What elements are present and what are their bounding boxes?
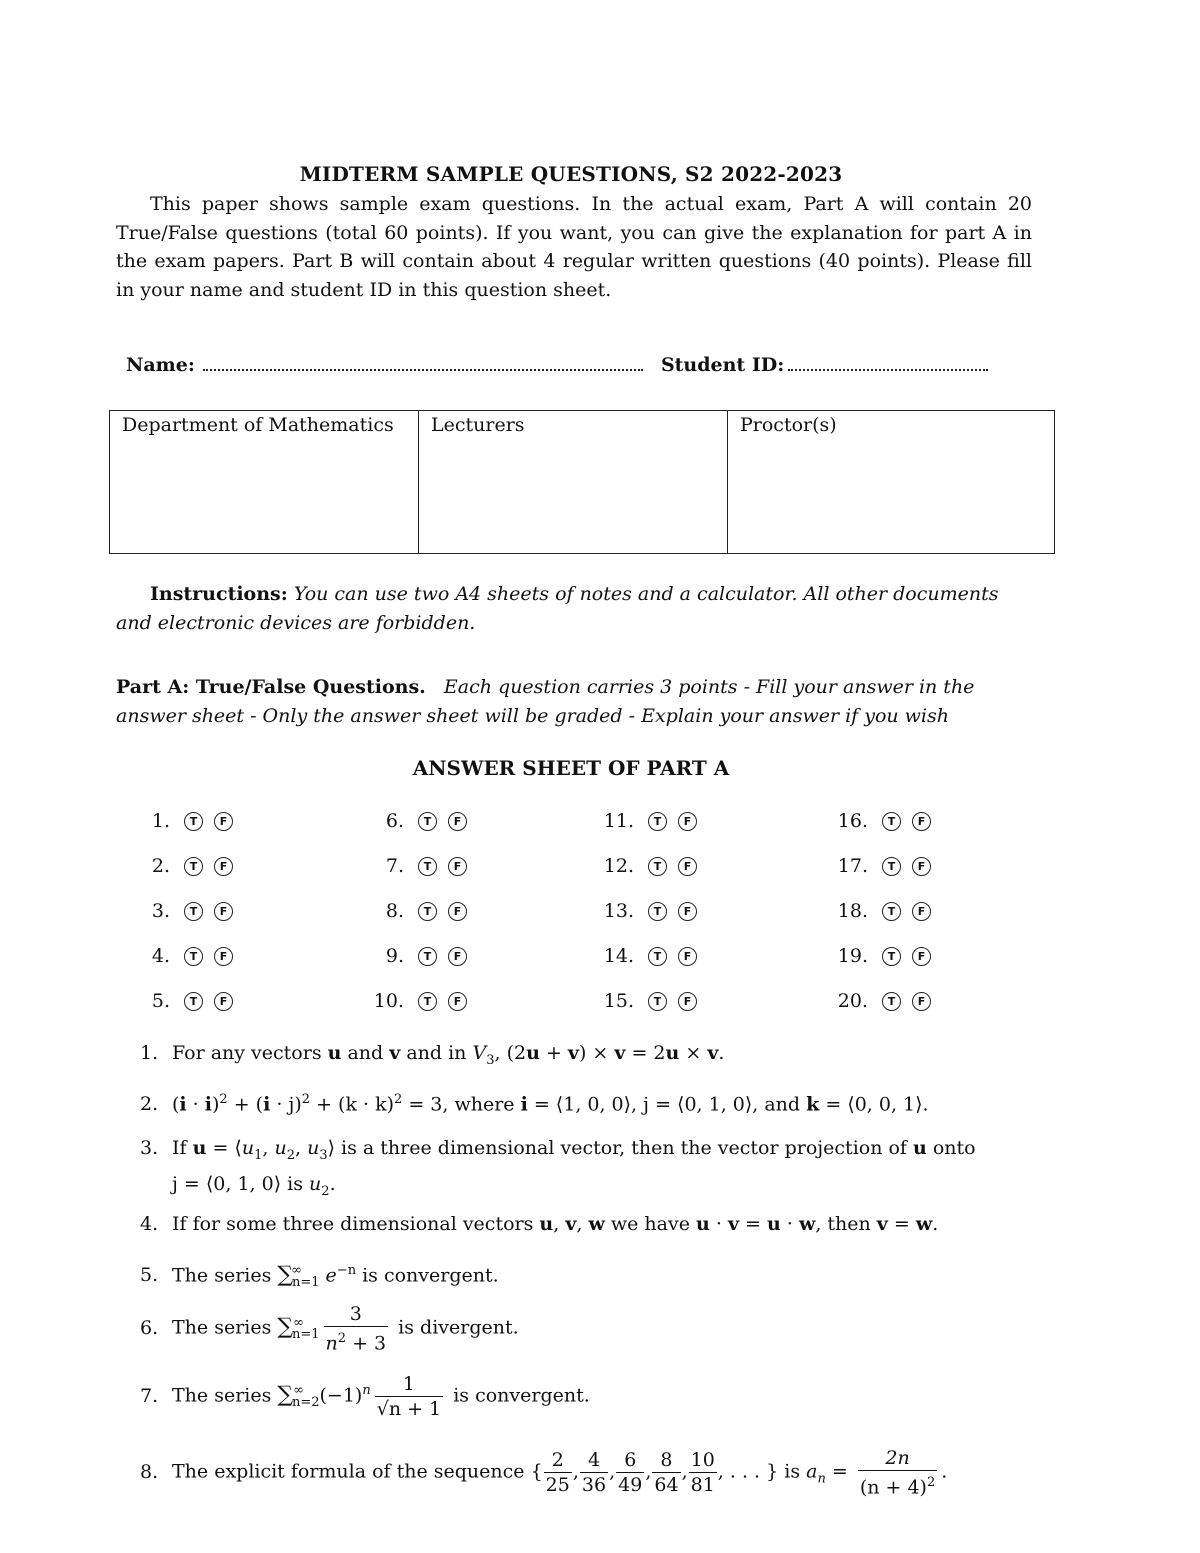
fraction bbox=[616, 1448, 644, 1497]
q-text: ) bbox=[211, 1093, 220, 1116]
q-text: ∞ bbox=[293, 1315, 304, 1331]
true-option-icon[interactable]: T bbox=[648, 812, 667, 831]
q-text: a bbox=[806, 1460, 818, 1483]
q-text: u bbox=[241, 1137, 255, 1159]
answer-row bbox=[130, 851, 244, 881]
q-text: . bbox=[718, 1042, 725, 1064]
answer-number: 9. bbox=[385, 945, 404, 967]
false-option-icon[interactable]: F bbox=[214, 902, 233, 921]
fraction-denominator: 64 bbox=[654, 1474, 679, 1497]
false-option-icon[interactable]: F bbox=[912, 857, 931, 876]
part-a-text: Each question carries 3 points - Fill your answer in the answer sheet - Only the answer sheet will be graded - Explain your answer if you wish bbox=[116, 676, 975, 727]
q-text: = 2 bbox=[625, 1042, 666, 1064]
fraction bbox=[689, 1448, 717, 1497]
q-text: = ⟨0, 0, 1⟩. bbox=[819, 1093, 929, 1116]
answer-number: 3. bbox=[151, 900, 170, 922]
sum-symbol: ∑ bbox=[277, 1314, 294, 1340]
answer-number: 18. bbox=[837, 900, 868, 922]
true-option-icon[interactable]: T bbox=[184, 947, 203, 966]
q-text: we have bbox=[604, 1213, 696, 1235]
q-text: n bbox=[817, 1471, 826, 1487]
answer-number: 2. bbox=[151, 855, 170, 877]
answer-number: 12. bbox=[603, 855, 634, 877]
true-option-icon[interactable]: T bbox=[418, 992, 437, 1011]
q-text: u bbox=[192, 1137, 207, 1159]
q-text: = bbox=[825, 1460, 854, 1483]
answer-row bbox=[594, 851, 708, 881]
q-text: , then bbox=[815, 1213, 877, 1235]
answer-number: 6. bbox=[385, 810, 404, 832]
lecturers-cell: Lecturers bbox=[419, 411, 728, 554]
q-text: and bbox=[341, 1042, 390, 1064]
false-option-icon[interactable]: F bbox=[912, 992, 931, 1011]
question-6 bbox=[140, 1302, 1040, 1355]
q-text: v bbox=[565, 1213, 577, 1235]
q-text: ) × bbox=[578, 1042, 615, 1064]
q-text: n=1 bbox=[291, 1327, 320, 1343]
answer-number: 16. bbox=[837, 810, 868, 832]
q-text: (−1) bbox=[319, 1384, 363, 1407]
fraction bbox=[652, 1448, 680, 1497]
fraction-denominator bbox=[858, 1470, 937, 1499]
fraction-numerator: 3 bbox=[349, 1303, 362, 1325]
answer-row bbox=[130, 806, 244, 836]
answer-number: 13. bbox=[603, 900, 634, 922]
q-text: = 3, where bbox=[402, 1093, 521, 1116]
answer-number: 11. bbox=[603, 810, 634, 832]
q-text: and in bbox=[400, 1042, 473, 1064]
answer-number: 15. bbox=[603, 990, 634, 1012]
fraction-numerator: 2 bbox=[551, 1449, 564, 1472]
true-option-icon[interactable]: T bbox=[184, 902, 203, 921]
q-text: n=2 bbox=[291, 1395, 320, 1411]
false-option-icon[interactable]: F bbox=[678, 947, 697, 966]
true-option-icon[interactable]: T bbox=[418, 857, 437, 876]
question-number: 3. bbox=[140, 1137, 159, 1159]
false-option-icon[interactable]: F bbox=[214, 947, 233, 966]
q-text: 2 bbox=[321, 1184, 330, 1200]
q-text: 2 bbox=[337, 1331, 347, 1346]
q-text: If bbox=[172, 1137, 193, 1159]
question-3-line-2 bbox=[140, 1170, 1040, 1206]
answer-row bbox=[364, 986, 478, 1016]
dept-cell: Department of Mathematics bbox=[110, 411, 419, 554]
q-text: = ⟨ bbox=[206, 1137, 242, 1159]
q-text: e bbox=[319, 1264, 337, 1287]
part-a-header bbox=[116, 673, 1036, 730]
instructions-label: Instructions: bbox=[150, 583, 288, 605]
fraction-denominator: √n + 1 bbox=[376, 1398, 442, 1420]
q-text: is convergent. bbox=[356, 1264, 499, 1287]
q-text: · j) bbox=[270, 1093, 302, 1116]
false-option-icon[interactable]: F bbox=[448, 857, 467, 876]
true-option-icon[interactable]: T bbox=[648, 947, 667, 966]
q-text: The series bbox=[172, 1384, 278, 1407]
q-text: ( bbox=[172, 1093, 180, 1116]
q-text: v bbox=[707, 1042, 719, 1064]
answer-row bbox=[828, 986, 942, 1016]
q-text: + ( bbox=[227, 1093, 264, 1116]
question-8: 8. The explicit formula of the sequence { $\frac{2}{25}$ , $\frac{4}{36}$ , $\frac{6}{49}$ , $\frac{8}{64}$ , $\frac{10}{81}$ , . . . } is $a_n$ = $\frac{2n}{(n + 4)^2}$ . bbox=[140, 1447, 948, 1499]
fraction-numerator: 4 bbox=[587, 1449, 601, 1472]
q-text: n bbox=[362, 1383, 371, 1399]
fraction-denominator: 36 bbox=[581, 1474, 607, 1497]
fraction-numerator: 1 bbox=[402, 1373, 415, 1395]
answer-row bbox=[130, 941, 244, 971]
question-2 bbox=[140, 1086, 1040, 1119]
true-option-icon[interactable]: T bbox=[184, 992, 203, 1011]
page-title: MIDTERM SAMPLE QUESTIONS, S2 2022-2023 bbox=[299, 162, 843, 186]
proctors-cell: Proctor(s) bbox=[728, 411, 1055, 554]
false-option-icon[interactable]: F bbox=[912, 947, 931, 966]
q-text: · bbox=[709, 1213, 728, 1235]
q-text: If for some three dimensional vectors bbox=[172, 1213, 540, 1235]
q-text: u bbox=[274, 1137, 287, 1159]
answer-row bbox=[364, 896, 478, 926]
false-option-icon[interactable]: F bbox=[448, 902, 467, 921]
name-field[interactable] bbox=[203, 355, 643, 371]
q-text: + (k · k) bbox=[310, 1093, 395, 1116]
answer-number: 5. bbox=[151, 990, 170, 1012]
fraction-denominator: 49 bbox=[618, 1474, 643, 1497]
q-text: u bbox=[913, 1137, 927, 1159]
answer-row bbox=[364, 851, 478, 881]
q-text: u bbox=[665, 1042, 680, 1064]
question-number: 7. bbox=[140, 1384, 159, 1407]
answer-number: 14. bbox=[603, 945, 634, 967]
false-option-icon[interactable]: F bbox=[214, 812, 233, 831]
fraction-denominator: 81 bbox=[690, 1474, 715, 1497]
true-option-icon[interactable]: T bbox=[184, 812, 203, 831]
intro-paragraph bbox=[116, 190, 1032, 304]
question-4 bbox=[140, 1210, 1040, 1239]
true-option-icon[interactable]: T bbox=[882, 992, 901, 1011]
q-text: 2 bbox=[301, 1092, 311, 1107]
false-option-icon[interactable]: F bbox=[448, 947, 467, 966]
q-text: i bbox=[520, 1093, 528, 1116]
question-3 bbox=[140, 1134, 1040, 1207]
q-text: 2 bbox=[219, 1092, 228, 1107]
q-text: u bbox=[539, 1213, 554, 1235]
answer-row bbox=[364, 941, 478, 971]
answer-row bbox=[594, 806, 708, 836]
q-text: n=1 bbox=[291, 1275, 320, 1291]
false-option-icon[interactable]: F bbox=[912, 812, 931, 831]
q-text: i bbox=[179, 1093, 187, 1116]
q-text: u bbox=[327, 1042, 342, 1064]
fraction bbox=[580, 1448, 608, 1497]
q-text: · bbox=[780, 1213, 799, 1235]
answer-number: 1. bbox=[151, 810, 170, 832]
fraction-numerator: 10 bbox=[690, 1449, 715, 1472]
student-id-label: Student ID: bbox=[660, 354, 785, 376]
true-option-icon[interactable]: T bbox=[882, 812, 901, 831]
answer-row bbox=[594, 896, 708, 926]
fraction-numerator: 6 bbox=[624, 1449, 637, 1472]
q-text: −n bbox=[336, 1263, 357, 1278]
fraction bbox=[858, 1446, 937, 1499]
fraction-numerator: 2n bbox=[885, 1447, 910, 1469]
answer-row bbox=[828, 941, 942, 971]
name-label: Name: bbox=[126, 354, 195, 376]
q-text: ⟩ is a three dimensional vector, then the vector projection of bbox=[327, 1137, 913, 1159]
true-option-icon[interactable]: T bbox=[882, 902, 901, 921]
question-number: 8. bbox=[140, 1460, 159, 1483]
q-text: . bbox=[932, 1213, 939, 1235]
true-option-icon[interactable]: T bbox=[648, 992, 667, 1011]
instructions bbox=[116, 580, 1032, 637]
q-text: = bbox=[739, 1213, 767, 1235]
question-1 bbox=[140, 1039, 1040, 1075]
q-text: is divergent. bbox=[392, 1316, 519, 1339]
question-7 bbox=[140, 1372, 1040, 1421]
false-option-icon[interactable]: F bbox=[448, 812, 467, 831]
false-option-icon[interactable]: F bbox=[678, 992, 697, 1011]
q-text: 2 bbox=[926, 1475, 936, 1490]
q-text: , bbox=[576, 1213, 589, 1235]
q-text: , bbox=[262, 1137, 275, 1159]
q-text: The series bbox=[172, 1264, 278, 1287]
q-text: , bbox=[553, 1213, 566, 1235]
q-text: u bbox=[526, 1042, 540, 1064]
answer-row bbox=[130, 896, 244, 926]
answer-row bbox=[828, 806, 942, 836]
q-text: . bbox=[329, 1173, 336, 1196]
false-option-icon[interactable]: F bbox=[912, 902, 931, 921]
answer-number: 4. bbox=[151, 945, 170, 967]
q-text: j = ⟨0, 1, 0⟩ is bbox=[172, 1173, 310, 1196]
q-text: + bbox=[539, 1042, 568, 1064]
part-a-label: Part A: True/False Questions. bbox=[116, 676, 426, 698]
instructions-text: You can use two A4 sheets of notes and a calculator. All other documents and electronic devices are forbidden. bbox=[116, 583, 999, 634]
true-option-icon[interactable]: T bbox=[418, 812, 437, 831]
q-text: w bbox=[798, 1213, 816, 1235]
answer-number: 8. bbox=[385, 900, 404, 922]
question-number: 6. bbox=[140, 1316, 159, 1339]
q-text: + 3 bbox=[346, 1332, 387, 1355]
q-text: The series bbox=[172, 1316, 278, 1339]
answer-row bbox=[828, 851, 942, 881]
q-text: = ⟨1, 0, 0⟩, j = ⟨0, 1, 0⟩, and bbox=[527, 1093, 807, 1116]
true-option-icon[interactable]: T bbox=[648, 857, 667, 876]
name-id-row bbox=[126, 354, 988, 376]
q-text: v bbox=[567, 1042, 579, 1064]
q-text: , bbox=[294, 1137, 308, 1159]
true-option-icon[interactable]: T bbox=[648, 902, 667, 921]
q-text: 2 bbox=[394, 1092, 403, 1107]
false-option-icon[interactable]: F bbox=[214, 857, 233, 876]
q-text: i bbox=[263, 1093, 271, 1116]
fraction-denominator: 25 bbox=[545, 1474, 570, 1497]
signature-table bbox=[109, 410, 1055, 554]
fraction-denominator bbox=[324, 1326, 389, 1355]
q-text: w bbox=[588, 1213, 605, 1235]
q-text: = bbox=[887, 1213, 916, 1235]
false-option-icon[interactable]: F bbox=[448, 992, 467, 1011]
q-text: n bbox=[325, 1332, 338, 1355]
q-text: 1 bbox=[254, 1147, 263, 1163]
true-option-icon[interactable]: T bbox=[184, 857, 203, 876]
q-text: v bbox=[614, 1042, 626, 1064]
answer-number: 20. bbox=[837, 990, 868, 1012]
true-option-icon[interactable]: T bbox=[882, 947, 901, 966]
q-text: u bbox=[767, 1213, 781, 1235]
q-text: × bbox=[679, 1042, 708, 1064]
q-text: v bbox=[876, 1213, 888, 1235]
q-text: ∞ bbox=[291, 1263, 302, 1278]
fraction-numerator: 8 bbox=[660, 1449, 673, 1472]
q-text: , . . . } is bbox=[717, 1460, 807, 1483]
q-text: , (2 bbox=[494, 1042, 527, 1064]
q-text: v bbox=[389, 1042, 401, 1064]
false-option-icon[interactable]: F bbox=[678, 902, 697, 921]
q-text: v bbox=[727, 1213, 739, 1235]
true-option-icon[interactable]: T bbox=[418, 902, 437, 921]
q-text: . bbox=[941, 1460, 948, 1483]
question-number: 4. bbox=[140, 1213, 159, 1235]
fraction bbox=[544, 1448, 572, 1497]
question-number: 1. bbox=[140, 1042, 159, 1064]
answer-row bbox=[364, 806, 478, 836]
answer-row bbox=[828, 896, 942, 926]
student-id-field[interactable] bbox=[788, 355, 988, 371]
q-text: is convergent. bbox=[447, 1384, 590, 1407]
answer-number: 17. bbox=[837, 855, 868, 877]
q-text: w bbox=[915, 1213, 933, 1235]
true-option-icon[interactable]: T bbox=[418, 947, 437, 966]
sum-symbol: ∑ bbox=[277, 1382, 294, 1408]
answer-row bbox=[594, 941, 708, 971]
q-text: For any vectors bbox=[172, 1042, 328, 1064]
fraction bbox=[324, 1302, 389, 1355]
q-text: u bbox=[307, 1137, 320, 1159]
q-text: V bbox=[472, 1042, 487, 1064]
q-text: (n + 4) bbox=[859, 1476, 927, 1499]
false-option-icon[interactable]: F bbox=[678, 812, 697, 831]
q-text: k bbox=[806, 1093, 820, 1116]
answer-number: 10. bbox=[373, 990, 404, 1012]
intro-text: This paper shows sample exam questions. In the actual exam, Part A will contain 20 True/False questions (total 60 points). If you want, you can give the explanation for part A in the exam papers. Part B will contain about 4 regular written questions (40 points). Please fill in your name and student ID in this question sheet. bbox=[116, 193, 1032, 301]
q-text: 2 bbox=[286, 1147, 295, 1163]
question-5 bbox=[140, 1257, 1040, 1298]
q-text: The explicit formula of the sequence { bbox=[172, 1460, 543, 1483]
question-number: 5. bbox=[140, 1264, 159, 1287]
q-text: i bbox=[204, 1093, 212, 1116]
fraction bbox=[375, 1372, 443, 1421]
q-text: 3 bbox=[319, 1147, 328, 1163]
sum-symbol: ∑ bbox=[277, 1262, 294, 1288]
answer-sheet-title: ANSWER SHEET OF PART A bbox=[412, 756, 730, 780]
q-text: onto bbox=[926, 1137, 976, 1159]
answer-row bbox=[594, 986, 708, 1016]
q-text: ∞ bbox=[293, 1383, 304, 1399]
true-option-icon[interactable]: T bbox=[882, 857, 901, 876]
false-option-icon[interactable]: F bbox=[678, 857, 697, 876]
false-option-icon[interactable]: F bbox=[214, 992, 233, 1011]
question-number: 2. bbox=[140, 1093, 159, 1116]
q-text: u bbox=[309, 1173, 322, 1196]
q-text: 3 bbox=[486, 1052, 495, 1068]
answer-number: 19. bbox=[837, 945, 868, 967]
answer-row bbox=[130, 986, 244, 1016]
q-text: · bbox=[186, 1093, 205, 1116]
answer-number: 7. bbox=[385, 855, 404, 877]
q-text: u bbox=[696, 1213, 710, 1235]
